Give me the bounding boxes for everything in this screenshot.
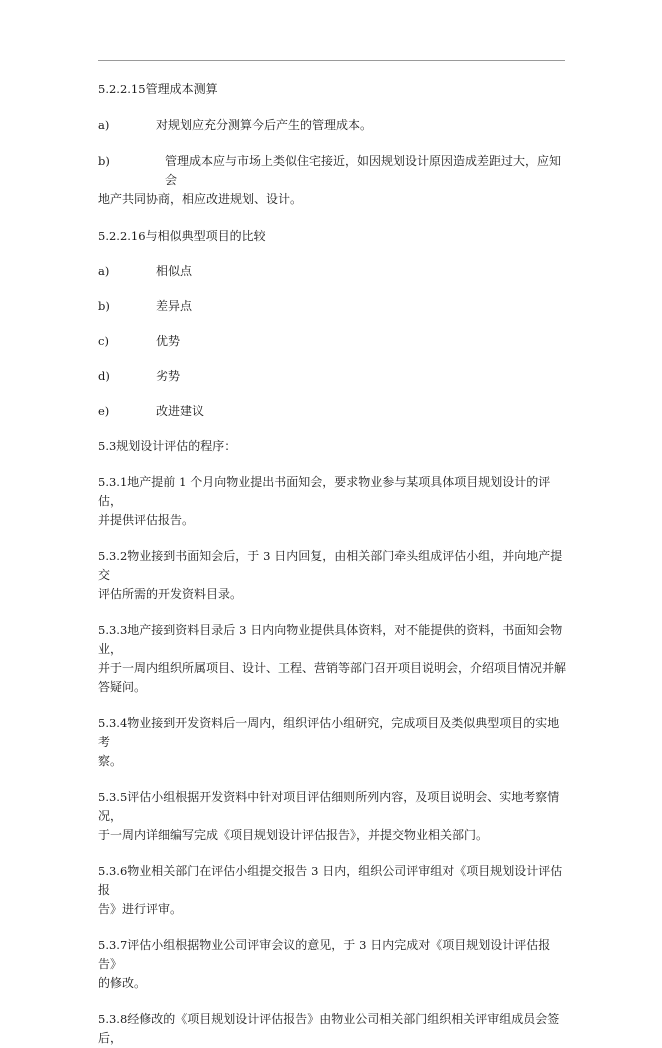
section-heading-5-2-2-15: 5.2.2.15管理成本测算 bbox=[98, 82, 218, 96]
list-item: b) 差异点 bbox=[98, 299, 193, 313]
procedure-step: 5.3.1地产提前 1 个月向物业提出书面知会，要求物业参与某项具体项目规划设计的评估， 并提供评估报告。 bbox=[98, 475, 551, 527]
procedure-step: 5.3.8经修改的《项目规划设计评估报告》由物业公司相关部门组织相关评审组成员会签后， bbox=[98, 1012, 560, 1045]
procedure-step: 5.3.2物业接到书面知会后，于 3 日内回复，由相关部门牵头组成评估小组，并向地产提交 评估所需的开发资料目录。 bbox=[98, 549, 563, 601]
section-heading-5-2-2-16: 5.2.2.16与相似典型项目的比较 bbox=[98, 229, 266, 243]
procedure-step: 5.3.4物业接到开发资料后一周内，组织评估小组研究，完成项目及类似典型项目的实地考 察。 bbox=[98, 716, 560, 768]
list-item: e) 改进建议 bbox=[98, 404, 205, 418]
procedure-step: 5.3.3地产接到资料目录后 3 日内向物业提供具体资料，对不能提供的资料，书面知会物业， 并于一周内组织所属项目、设计、工程、营销等部门召开项目说明会，介绍项目情况并解 答疑问。 bbox=[98, 623, 567, 694]
list-item: b) 管理成本应与市场上类似住宅接近，如因规划设计原因造成差距过大，应知会 地产共同协商，相应改进规划、设计。 bbox=[98, 154, 562, 206]
section-heading-5-3: 5.3规划设计评估的程序： bbox=[98, 439, 237, 453]
procedure-step: 5.3.6物业相关部门在评估小组提交报告 3 日内，组织公司评审组对《项目规划设计评估报 告》进行评审。 bbox=[98, 864, 563, 916]
procedure-step: 5.3.5评估小组根据开发资料中针对项目评估细则所列内容，及项目说明会、实地考察情况， 于一周内详细编写完成《项目规划设计评估报告》，并提交物业相关部门。 bbox=[98, 790, 560, 842]
list-item: a) 相似点 bbox=[98, 264, 193, 278]
list-item: c) 优势 bbox=[98, 334, 181, 348]
procedure-step: 5.3.7评估小组根据物业公司评审会议的意见，于 3 日内完成对《项目规划设计评估报告》 的修改。 bbox=[98, 938, 551, 990]
document-body bbox=[98, 80, 568, 1048]
list-item: d) 劣势 bbox=[98, 369, 181, 383]
list-item: a) 对规划应充分测算今后产生的管理成本。 bbox=[98, 118, 373, 132]
header-rule bbox=[98, 60, 565, 61]
